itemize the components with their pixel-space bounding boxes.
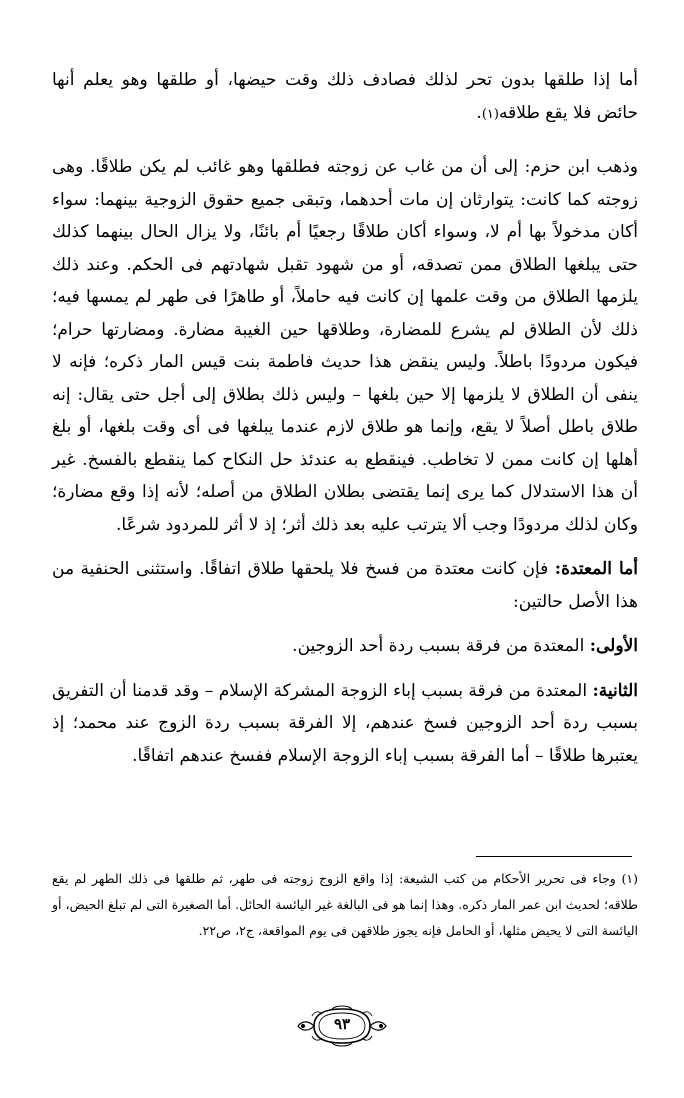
paragraph-2 [52, 151, 638, 541]
paragraph-4-text: المعتدة من فرقة بسبب ردة أحد الزوجين. [292, 636, 585, 656]
paragraph-5-text: المعتدة من فرقة بسبب إباء الزوجة المشركة الإسلام – وقد قدمنا أن التفريق بسبب ردة أحد الزوجين فسخ عندهم، إلا الفرقة بسبب ردة الزوج عند محمد؛ إذ يعتبرها طلاقًا – أما الفرقة بسبب إباء الزوجة الإسلام ففسخ عندهم اتفاقًا. [52, 680, 638, 766]
footnote-reference: (١) [481, 106, 499, 122]
paragraph-4-lead: الأولى: [589, 636, 638, 656]
paragraph-3-lead: أما المعتدة: [554, 559, 638, 579]
page-number: ٩٣ [333, 1015, 351, 1033]
paragraph-1 [52, 64, 638, 131]
paragraph-4 [52, 630, 638, 663]
paragraph-3 [52, 553, 638, 618]
paragraph-5-lead: الثانية: [592, 680, 638, 701]
page-number-ornament [292, 1004, 392, 1048]
footnote-divider [476, 856, 632, 857]
paragraph-1-tail: . [476, 102, 482, 123]
paragraph-1-text: أما إذا طلقها بدون تحر لذلك فصادف ذلك وقت حيضها، أو طلقها وهو يعلم أنها حائض فلا يقع طلاقه [52, 70, 638, 123]
paragraph-2-text: وذهب ابن حزم: إلى أن من غاب عن زوجته فطلقها وهو غائب لم يكن طلاقًا. وهى زوجته كما كانت: يتوارثان إن مات أحدهما، وتبقى جميع حقوق الزوجية بينهما: سواء أكان مدخولاً بها أم لا، وسواء أكان طلاقًا رجعيًا أم بائنًا، ولا يزال الحال بينهما كذلك حتى يبلغها الطلاق ممن تصدقه، أو من شهود تقبل شهادتهم فى الحكم. وعند ذلك يلزمها الطلاق من وقت علمها إن كانت فيه حاملاً، أو طاهرًا فى طهر لم يمسها فيه؛ ذلك لأن الطلاق لم يشرع للمضارة، وطلاقها حين الغيبة مضارة. ومضارتها حرام؛ فيكون مردودًا باطلاً. وليس ينقض هذا حديث فاطمة بنت قيس المار ذكره؛ فإنه لا ينفى أن الطلاق لا يلزمها إلا حين بلغها – وليس ذلك بطلاق إلى أجل حتى يقال: إنه طلاق باطل أصلاً لا يقع، وإنما هو طلاق لازم عندما يبلغها فى أى وقت بلغها، أو بلغ أهلها إن كانت ممن لا تخاطب. فينقطع به عندئذ حل النكاح كما ينقطع بالفسخ. غير أن هذا الاستدلال كما يرى إنما يقتضى بطلان الطلاق من أصله؛ لأنه إذا وقع مضارة؛ وكان لذلك مردودًا وجب ألا يترتب عليه بعد ذلك أثر؛ إذ لا أثر للمردود شرعًا. [52, 157, 638, 535]
footnote: (١) وجاء فى تحرير الأحكام من كتب الشيعة: إذا واقع الزوج زوجته فى طهر، ثم طلقها فى ذلك الطهر لم يقع طلاقه؛ لحديث ابن عمر المار ذكره. وهذا إنما هو فى البالغة غير اليائسة الحائل. أما الصغيرة التى لم تبلغ الحيض، أو اليائسة التى لا يحيض مثلها، أو الحامل فإنه يجوز طلاقهن فى يوم المواقعة، ج٢، ص٢٢. [52, 871, 638, 938]
paragraph-3-text: فإن كانت معتدة من فسخ فلا يلحقها طلاق اتفاقًا. واستثنى الحنفية من هذا الأصل حالتين: [52, 559, 638, 612]
paragraph-5 [52, 675, 638, 773]
main-text [52, 64, 638, 772]
